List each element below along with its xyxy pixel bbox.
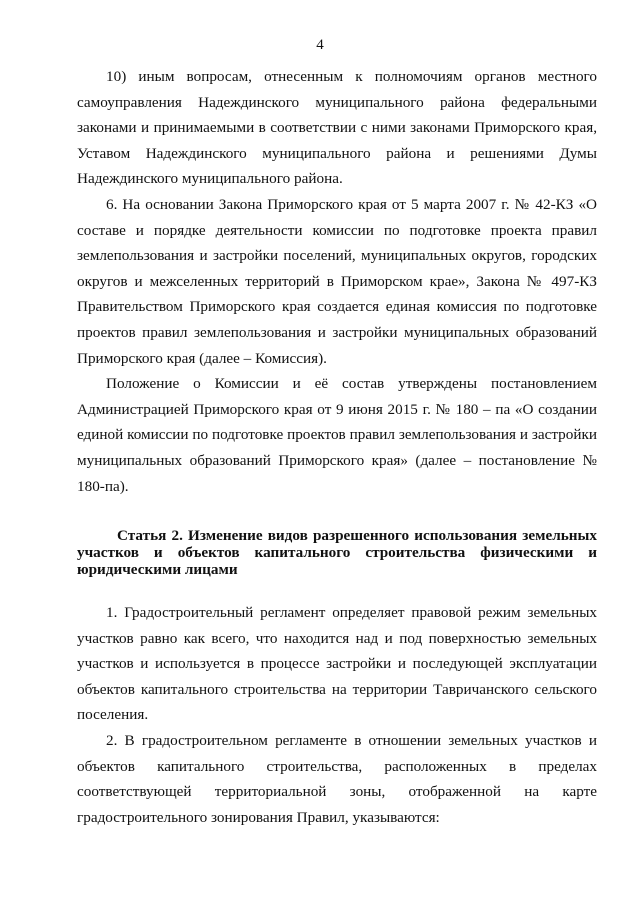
paragraph-polozhenie: Положение о Комиссии и её состав утверждены постановлением Администрацией Приморского края от 9 июня 2015 г. № 180 – па «О создании единой комиссии по подготовке проектов правил землепользования и застройки муниципальных образований Приморского края» (далее – постановление № 180-па). [77,375,597,495]
article-2-heading: Статья 2. Изменение видов разрешенного использования земельных участков и объектов капитального строительства физическими и юридическими лицами [77,527,597,579]
article-2-paragraph-2: 2. В градостроительном регламенте в отношении земельных участков и объектов капитального строительства, расположенных в пределах соответствующей территориальной зоны, отображенной на карте градостроительного зонирования Правил, указываются: [77,732,597,826]
page-number: 4 [316,37,324,53]
paragraph-item-10: 10) иным вопросам, отнесенным к полномочиям органов местного самоуправления Надеждинского муниципального района федеральными законами и принимаемыми в соответствии с ними законами Приморского края, Уставом Надеждинского муниципального района и решениями Думы Надеждинского муниципального района. [77,68,597,188]
document-body [77,64,597,830]
paragraph-item-6: 6. На основании Закона Приморского края от 5 марта 2007 г. № 42-КЗ «О составе и порядке деятельности комиссии по подготовке проекта правил землепользования и застройки поселений, муниципальных округов, городских округов и межселенных территорий в Приморском крае», Закона № 497-КЗ Правительством Приморского края создается единая комиссия по подготовке проектов правил землепользования и застройки муниципальных образований Приморского края (далее – Комиссия). [77,195,597,367]
article-2-paragraph-1: 1. Градостроительный регламент определяет правовой режим земельных участков равно как всего, что находится над и под поверхностью земельных участков и используется в процессе застройки и последующей эксплуатации объектов капитального строительства на территории Тавричанского сельского поселения. [77,604,597,724]
